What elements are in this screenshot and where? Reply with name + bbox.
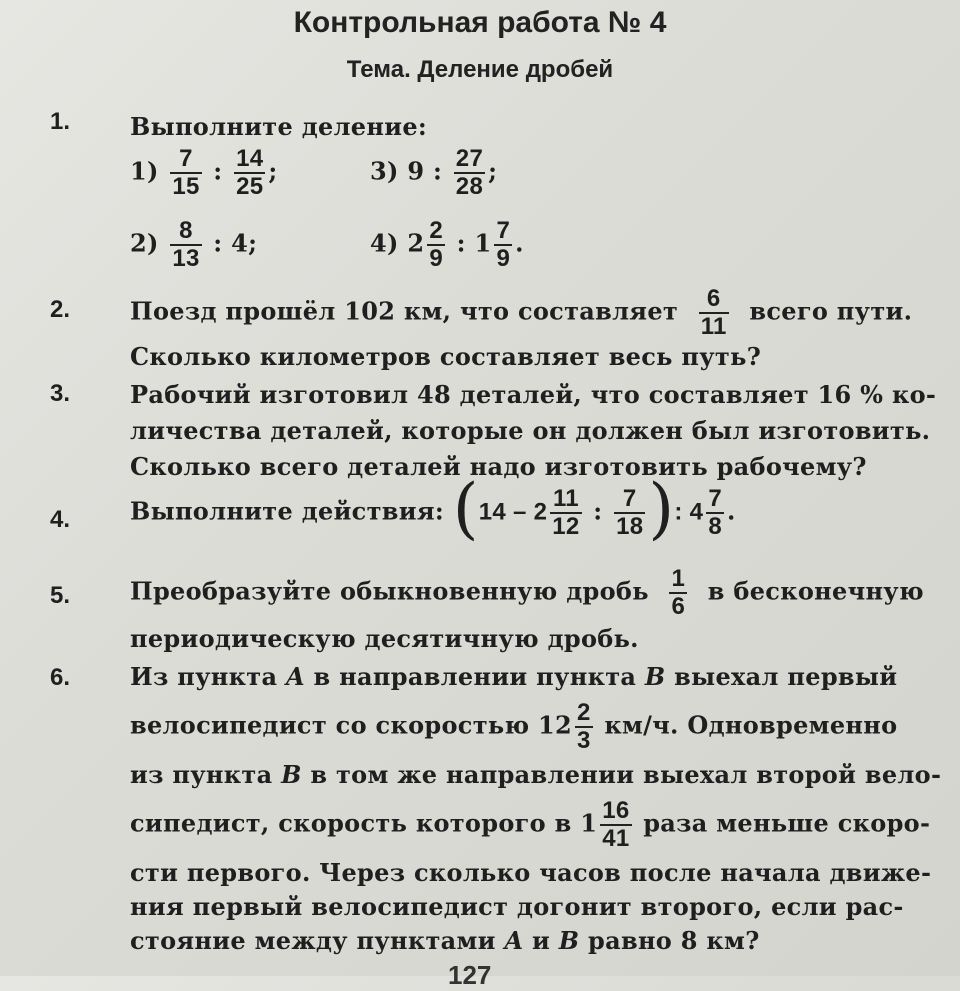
page-title: Контрольная работа № 4 [293, 6, 667, 39]
task-4-number: 4. [50, 506, 71, 533]
task-3-line-1: Рабочий изготовил 48 деталей, что составляет 16 % ко- [130, 380, 937, 409]
task-1-item-2: 2) $\frac{8}{13}$ : 4; [130, 217, 258, 272]
task-3-number: 3. [50, 380, 71, 407]
task-6-line-6: ния первый велосипедист догонит второго, если рас- [130, 892, 904, 921]
task-6-number: 6. [50, 664, 71, 691]
page-number: 127 [448, 960, 492, 990]
task-5-line-1: Преобразуйте обыкновенную дробь $\frac{1}{6}$ в бесконечную [130, 565, 924, 620]
task-1-intro: Выполните деление: [130, 112, 428, 141]
task-1-item-1: 1) $\frac{7}{15}$ : $\frac{14}{25}$ ; [130, 145, 278, 200]
task-3-line-3: Сколько всего деталей надо изготовить рабочему? [130, 452, 867, 481]
task-3-line-2: личества деталей, которые он должен был изготовить. [130, 416, 931, 445]
task-6-line-4: сипедист, скорость которого в 1 $\frac{16}{41}$ раза меньше скоро- [130, 797, 931, 852]
task-6-line-3: из пункта B в том же направлении выехал второй вело- [130, 760, 942, 789]
task-2-line-2: Сколько километров составляет весь путь? [130, 342, 762, 371]
task-2-line-1: Поезд прошёл 102 км, что составляет $\frac{6}{11}$ всего пути. [130, 285, 913, 340]
task-1-number: 1. [50, 108, 71, 135]
task-6-line-5: сти первого. Через сколько часов после начала движе- [130, 858, 932, 887]
task-1-item-3: 3) 9 : $\frac{27}{28}$ ; [370, 145, 498, 200]
task-2-number: 2. [50, 296, 71, 323]
task-4-line: Выполните действия: (14 – 2 $\frac{11}{12}$ : $\frac{7}{18}$ ): 4 $\frac{7}{8}$ . [130, 470, 736, 547]
task-6-line-2: велосипедист со скоростью 12 $\frac{2}{3}$ км/ч. Одновременно [130, 699, 898, 754]
task-1-item-4: 4) 2 $\frac{2}{9}$ : 1 $\frac{7}{9}$ . [370, 217, 524, 272]
task-5-line-2: периодическую десятичную дробь. [130, 624, 639, 653]
task-6-line-1: Из пункта A в направлении пункта B выехал первый [130, 662, 898, 691]
task-5-number: 5. [50, 582, 71, 609]
task-6-line-7: стояние между пунктами A и B равно 8 км? [130, 926, 760, 955]
page-subtitle: Тема. Деление дробей [346, 56, 614, 83]
